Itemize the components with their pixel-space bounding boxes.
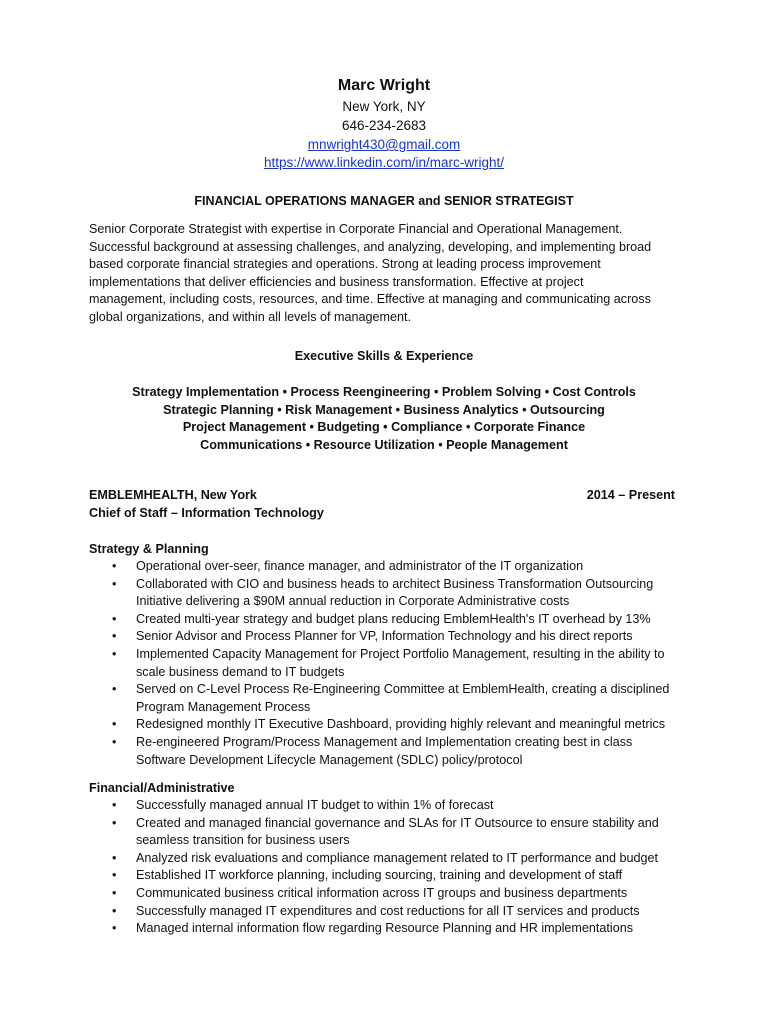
bullet-icon: •: [112, 850, 117, 865]
bullet-icon: •: [112, 559, 117, 573]
list-item: • Successfully managed IT expenditures and cost reductions for all IT services and products: [89, 903, 689, 921]
list-item: • Senior Advisor and Process Planner for VP, Information Technology and his direct reports: [89, 628, 689, 646]
bullet-icon: •: [112, 646, 117, 661]
bullet-icon: •: [112, 903, 117, 918]
list-item: • Operational over-seer, finance manager, and administrator of the IT organization: [89, 558, 689, 576]
professional-headline: FINANCIAL OPERATIONS MANAGER and SENIOR STRATEGIST: [194, 194, 574, 208]
bullet-icon: •: [112, 717, 117, 732]
bullet-icon: •: [112, 629, 117, 644]
bullet-icon: •: [112, 885, 117, 900]
linkedin-link[interactable]: https://www.linkedin.com/in/marc-wright/: [263, 155, 505, 170]
skills-line: Strategic Planning • Risk Management • Business Analytics • Outsourcing: [163, 402, 605, 417]
list-item: • Collaborated with CIO and business heads to architect Business Transformation Outsourcing Initiative delivering a $90M annual reduction in Corporate Administrative costs: [112, 576, 654, 609]
employer: EMBLEMHEALTH, New York: [89, 488, 257, 502]
bullet-icon: •: [112, 798, 117, 812]
skills-line: Communications • Resource Utilization • People Management: [200, 437, 568, 452]
summary-line: based corporate financial strategies and operations. Strong at leading process improvement: [89, 257, 601, 272]
summary-line: management, including costs, resources, and time. Effective at managing and communicating across: [89, 292, 651, 307]
bullet-icon: •: [112, 921, 117, 936]
bullet-icon: •: [112, 682, 117, 697]
email-row: [0, 135, 768, 154]
list-item: • Managed internal information flow regarding Resource Planning and HR implementations: [89, 920, 689, 938]
section-title-strategy: Strategy & Planning: [89, 542, 209, 556]
location: New York, NY: [342, 99, 426, 114]
list-item: • Established IT workforce planning, including sourcing, training and development of staff: [89, 867, 689, 885]
list-item: • Successfully managed annual IT budget to within 1% of forecast: [89, 797, 689, 815]
financial-bullets: [89, 797, 689, 938]
bullet-icon: •: [112, 611, 117, 626]
summary-line: implementations that deliver efficiencies and business transformation. Effective at project: [89, 274, 584, 289]
skills-line: Strategy Implementation • Process Reengineering • Problem Solving • Cost Controls: [132, 385, 636, 399]
skills-line: Project Management • Budgeting • Compliance • Corporate Finance: [182, 420, 586, 435]
job-title: Chief of Staff – Information Technology: [89, 505, 324, 520]
email-link[interactable]: mnwright430@gmail.com: [307, 137, 461, 152]
job-header: [89, 487, 675, 522]
professional-summary: [89, 221, 689, 327]
bullet-icon: •: [112, 815, 117, 830]
bullet-icon: •: [112, 868, 117, 883]
strategy-bullets: [89, 558, 689, 769]
list-item: • Implemented Capacity Management for Project Portfolio Management, resulting in the ability to scale business demand to IT budgets: [112, 646, 665, 679]
job-dates: 2014 – Present: [586, 488, 675, 502]
candidate-name: Marc Wright: [337, 77, 431, 94]
list-item: • Redesigned monthly IT Executive Dashboard, providing highly relevant and meaningful metrics: [89, 716, 689, 734]
linkedin-row: [0, 153, 768, 172]
list-item: • Created multi-year strategy and budget plans reducing EmblemHealth's IT overhead by 13%: [89, 611, 689, 629]
summary-line: Successful background at assessing challenges, and analyzing, developing, and implementing broad: [89, 239, 652, 254]
list-item: • Re-engineered Program/Process Management and Implementation creating best in class Software Development Lifecycle Management (SDLC) policy/protocol: [112, 734, 633, 767]
summary-line: global organizations, and within all levels of management.: [89, 309, 412, 324]
bullet-icon: •: [112, 576, 117, 591]
skills-list: [0, 384, 768, 454]
list-item: • Analyzed risk evaluations and compliance management related to IT performance and budget: [89, 850, 689, 868]
list-item: • Communicated business critical information across IT groups and business departments: [89, 885, 689, 903]
list-item: • Created and managed financial governance and SLAs for IT Outsource to ensure stability and seamless transition for business users: [112, 815, 659, 848]
summary-line: Senior Corporate Strategist with expertise in Corporate Financial and Operational Management.: [89, 222, 623, 236]
section-title-financial: Financial/Administrative: [89, 781, 235, 795]
bullet-icon: •: [112, 734, 117, 749]
phone-number: 646-234-2683: [341, 118, 427, 133]
list-item: • Served on C-Level Process Re-Engineering Committee at EmblemHealth, creating a disciplined Program Management Process: [112, 682, 670, 714]
skills-heading: Executive Skills & Experience: [294, 349, 474, 363]
